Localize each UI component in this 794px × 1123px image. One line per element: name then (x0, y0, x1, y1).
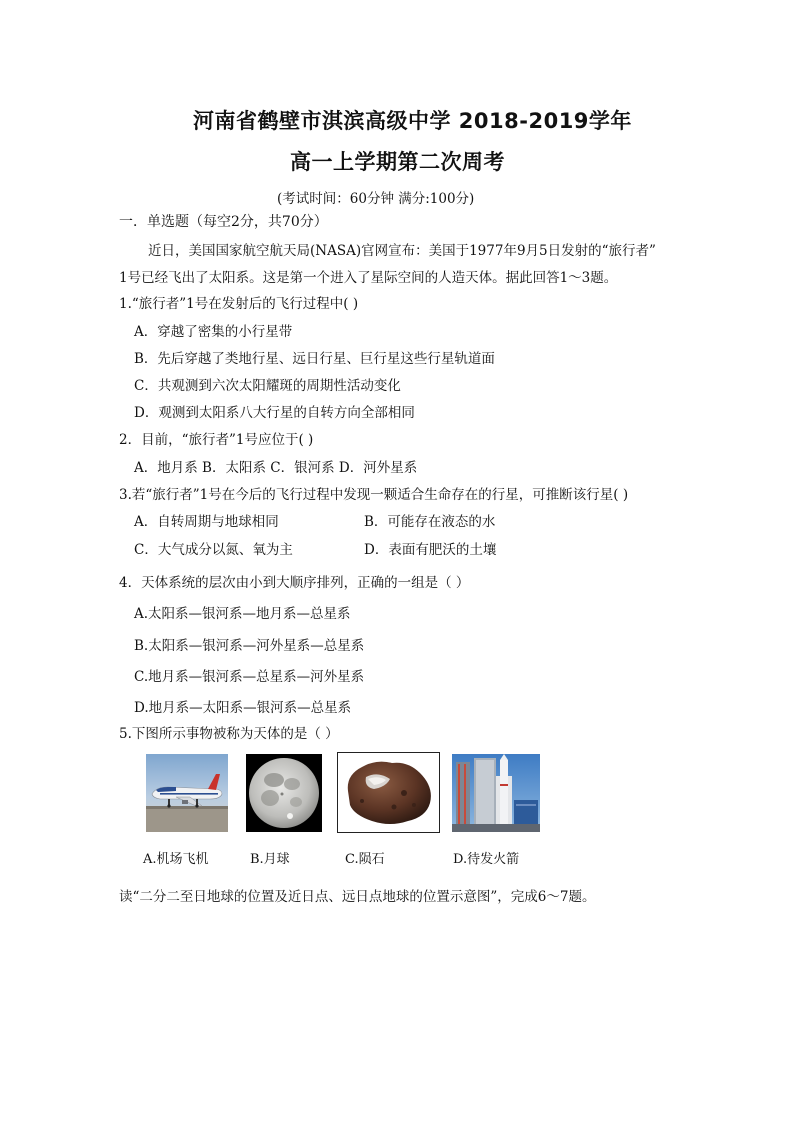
q4-option-d: D.地月系—太阳系—银河系—总星系 (134, 700, 352, 716)
q3-option-b: B．可能存在液态的水 (364, 514, 496, 530)
q3-option-a: A．自转周期与地球相同 (134, 514, 279, 530)
airplane-picture (146, 754, 228, 832)
passage-line-2: 1号已经飞出了太阳系。这是第一个进入了星际空间的人造天体。据此回答1～3题。 (119, 270, 618, 286)
rocket-picture (452, 754, 540, 832)
meteorite-picture (337, 752, 440, 833)
q2-stem: 2．目前，“旅行者”1号应位于( ) (119, 432, 314, 448)
q3-option-c: C．大气成分以氮、氧为主 (134, 542, 293, 558)
caption-meteorite: C.陨石 (345, 852, 385, 867)
q1-option-c: C．共观测到六次太阳耀斑的周期性活动变化 (134, 378, 401, 394)
q4-option-b: B.太阳系—银河系—河外星系—总星系 (134, 638, 365, 654)
q2-options: A．地月系 B．太阳系 C．银河系 D．河外星系 (134, 460, 418, 476)
q1-option-b: B．先后穿越了类地行星、远日行星、巨行星这些行星轨道面 (134, 351, 495, 367)
exam-info: (考试时间：60分钟 满分:100分) (277, 191, 475, 207)
q1-option-d: D．观测到太阳系八大行星的自转方向全部相同 (134, 405, 415, 421)
q3-stem: 3.若“旅行者”1号在今后的飞行过程中发现一颗适合生命存在的行星，可推断该行星( ) (119, 487, 629, 503)
passage-line-1: 近日，美国国家航空航天局(NASA)官网宣布：美国于1977年9月5日发射的“旅行者” (148, 243, 656, 259)
moon-picture (246, 754, 322, 832)
exam-title-line2: 高一上学期第二次周考 (290, 150, 505, 174)
caption-rocket: D.待发火箭 (453, 852, 520, 867)
caption-moon: B.月球 (250, 852, 290, 867)
read-instruction: 读“二分二至日地球的位置及近日点、远日点地球的位置示意图”，完成6～7题。 (119, 889, 596, 905)
caption-airplane: A.机场飞机 (143, 852, 209, 867)
q5-stem: 5.下图所示事物被称为天体的是（ ） (119, 726, 339, 742)
q3-option-d: D．表面有肥沃的土壤 (364, 542, 497, 558)
q4-option-a: A.太阳系—银河系—地月系—总星系 (134, 606, 351, 622)
q4-option-c: C.地月系—银河系—总星系—河外星系 (134, 669, 365, 685)
exam-title-line1: 河南省鹤壁市淇滨高级中学 2018-2019学年 (193, 109, 632, 133)
q1-option-a: A．穿越了密集的小行星带 (134, 324, 293, 340)
section-heading: 一．单选题（每空2分，共70分） (119, 214, 328, 230)
q4-stem: 4．天体系统的层次由小到大顺序排列，正确的一组是（ ） (119, 575, 470, 591)
q1-stem: 1.“旅行者”1号在发射后的飞行过程中( ) (119, 296, 359, 312)
